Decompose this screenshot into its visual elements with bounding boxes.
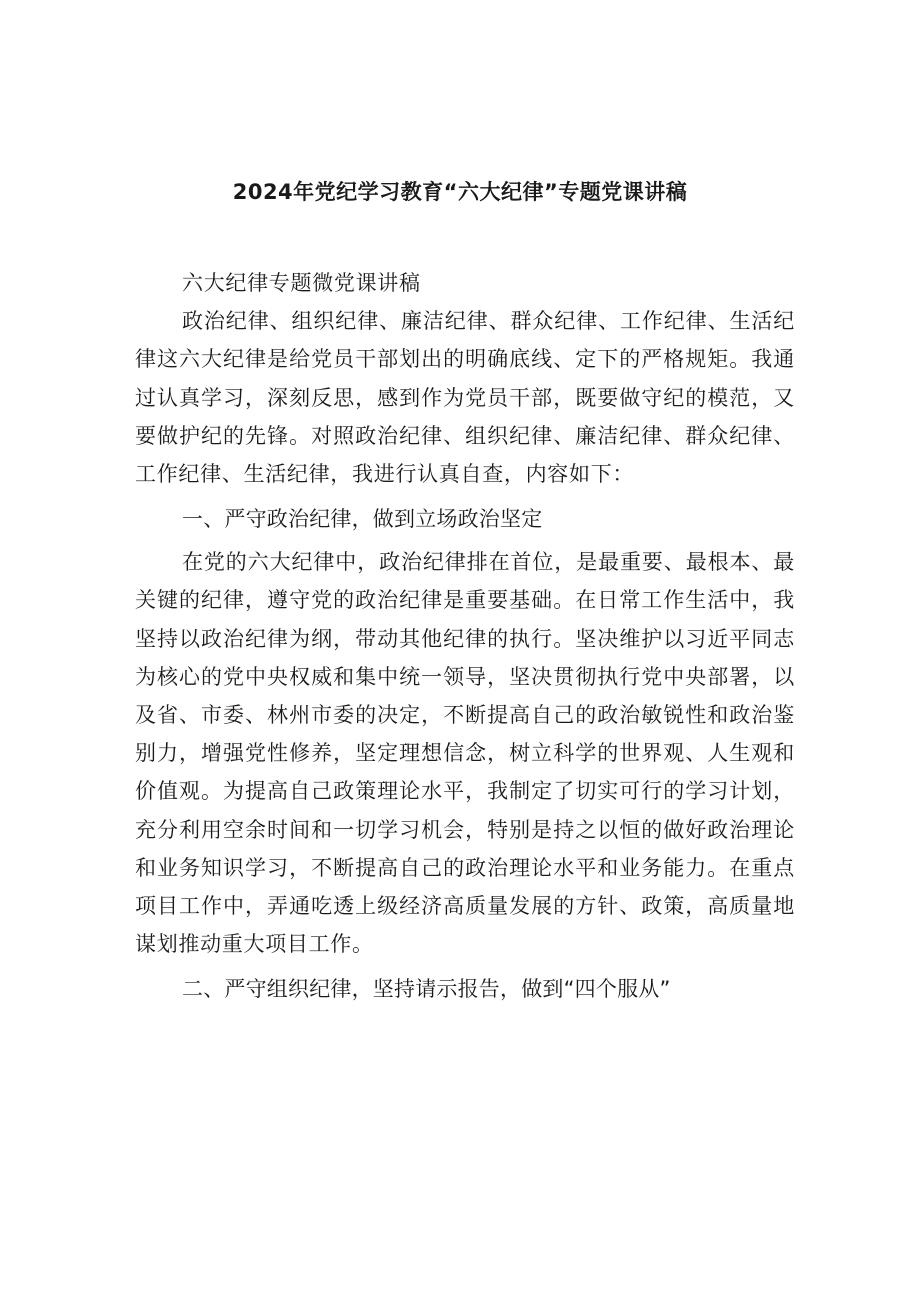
intro-paragraph: 政治纪律、组织纪律、廉洁纪律、群众纪律、工作纪律、生活纪律这六大纪律是给党员干部划出的明确底线、定下的严格规矩。我通过认真学习，深刻反思，感到作为党员干部，既要做守纪的模范，又要做护纪的先锋。对照政治纪律、组织纪律、廉洁纪律、群众纪律、工作纪律、生活纪律，我进行认真自查，内容如下： bbox=[135, 309, 795, 487]
document-body bbox=[135, 264, 795, 1013]
document-title: 2024年党纪学习教育“六大纪律”专题党课讲稿 bbox=[232, 180, 688, 204]
section-paragraph-1: 在党的六大纪律中，政治纪律排在首位，是最重要、最根本、最关键的纪律，遵守党的政治纪律是重要基础。在日常工作生活中，我坚持以政治纪律为纲，带动其他纪律的执行。坚决维护以习近平同志为核心的党中央权威和集中统一领导，坚决贯彻执行党中央部署，以及省、市委、林州市委的决定，不断提高自己的政治敏锐性和政治鉴别力，增强党性修养，坚定理想信念，树立科学的世界观、人生观和价值观。为提高自己政策理论水平，我制定了切实可行的学习计划，充分利用空余时间和一切学习机会，特别是持之以恒的做好政治理论和业务知识学习，不断提高自己的政治理论水平和业务能力。在重点项目工作中，弄通吃透上级经济高质量发展的方针、政策，高质量地谋划推动重大项目工作。 bbox=[135, 550, 795, 957]
document-subtitle: 六大纪律专题微党课讲稿 bbox=[182, 271, 421, 295]
section-heading-2: 二、严守组织纪律，坚持请示报告，做到“四个服从” bbox=[182, 977, 671, 1002]
section-heading-1: 一、严守政治纪律，做到立场政治坚定 bbox=[182, 507, 543, 532]
